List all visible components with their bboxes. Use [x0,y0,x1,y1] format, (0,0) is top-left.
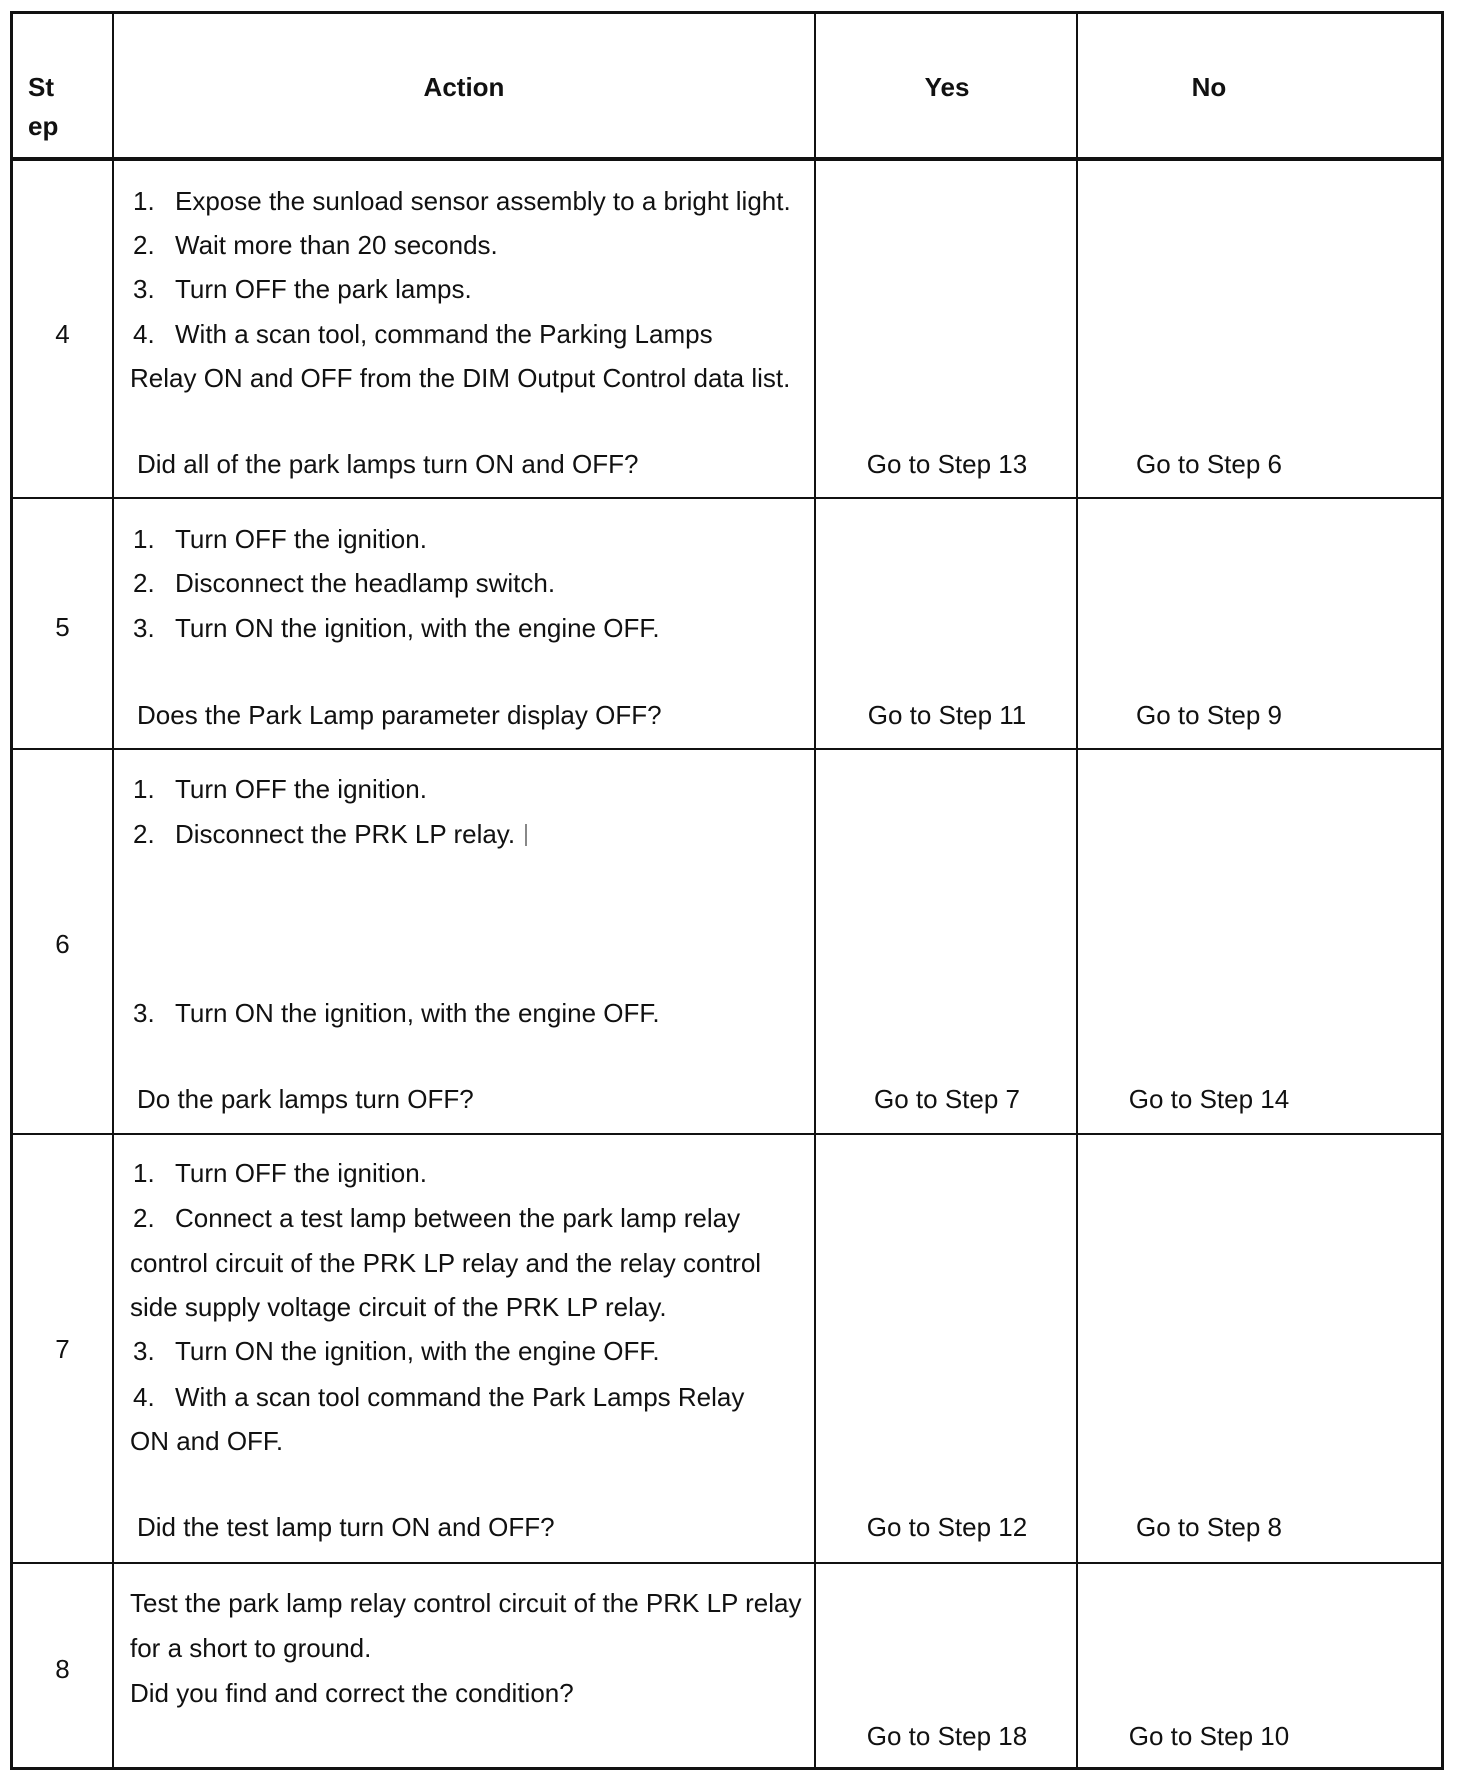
no-result: Go to Step 10 [1128,1721,1290,1751]
header-yes: Yes [924,72,970,102]
header-divider [13,157,1441,161]
action-line: Did you find and correct the condition? [130,1678,574,1708]
action-line: 4. With a scan tool, command the Parking Lamps [133,319,713,349]
action-line: Relay ON and OFF from the DIM Output Control data list. [130,363,791,393]
action-line: ON and OFF. [130,1426,284,1456]
yes-result: Go to Step 11 [867,700,1027,730]
action-line: Test the park lamp relay control circuit of the PRK LP relay [130,1588,802,1618]
column-divider [1076,14,1078,1767]
action-line: 3. Turn ON the ignition, with the engine OFF. [133,998,660,1028]
row-divider [13,1562,1441,1564]
action-line: side supply voltage circuit of the PRK LP relay. [130,1292,667,1322]
action-line: 1. Turn OFF the ignition. [133,524,427,554]
step-number: 6 [55,929,70,959]
no-result: Go to Step 8 [1136,1512,1282,1542]
action-question: Does the Park Lamp parameter display OFF? [137,700,662,730]
action-line: 3. Turn ON the ignition, with the engine OFF. [133,613,660,643]
yes-result: Go to Step 7 [874,1084,1020,1114]
column-divider [814,14,816,1767]
action-line: 2. Connect a test lamp between the park lamp relay [133,1203,741,1233]
row-divider [13,1133,1441,1135]
action-question: Did the test lamp turn ON and OFF? [137,1512,555,1542]
action-line: 1. Expose the sunload sensor assembly to a bright light. [133,186,791,216]
header-step-cont: ep [28,111,59,141]
yes-result: Go to Step 12 [866,1512,1028,1542]
step-number: 5 [55,612,70,642]
yes-result: Go to Step 18 [866,1721,1028,1751]
action-line: 2. Disconnect the PRK LP relay. [133,819,527,849]
header-no: No [1191,72,1227,102]
header-step: St [28,72,54,102]
action-line: 3. Turn ON the ignition, with the engine OFF. [133,1336,660,1366]
action-question: Did all of the park lamps turn ON and OFF? [137,449,639,479]
column-divider [112,14,114,1767]
action-line: 1. Turn OFF the ignition. [133,1158,427,1188]
diagnostic-table [10,11,1444,1770]
yes-result: Go to Step 13 [866,449,1028,479]
row-divider [13,497,1441,499]
action-line: 1. Turn OFF the ignition. [133,774,427,804]
action-line: 2. Disconnect the headlamp switch. [133,568,556,598]
header-action: Action [423,72,505,102]
row-divider [13,748,1441,750]
step-number: 7 [55,1334,70,1364]
step-number: 8 [55,1654,70,1684]
action-line: 2. Wait more than 20 seconds. [133,230,498,260]
action-line: 4. With a scan tool command the Park Lamps Relay [133,1382,745,1412]
action-question: Do the park lamps turn OFF? [137,1084,474,1114]
no-result: Go to Step 14 [1128,1084,1290,1114]
action-line: 3. Turn OFF the park lamps. [133,274,472,304]
no-result: Go to Step 9 [1136,700,1282,730]
text-cursor [525,824,527,846]
action-line: for a short to ground. [130,1633,372,1663]
no-result: Go to Step 6 [1136,449,1282,479]
step-number: 4 [55,319,70,349]
action-line: control circuit of the PRK LP relay and the relay control [130,1248,762,1278]
